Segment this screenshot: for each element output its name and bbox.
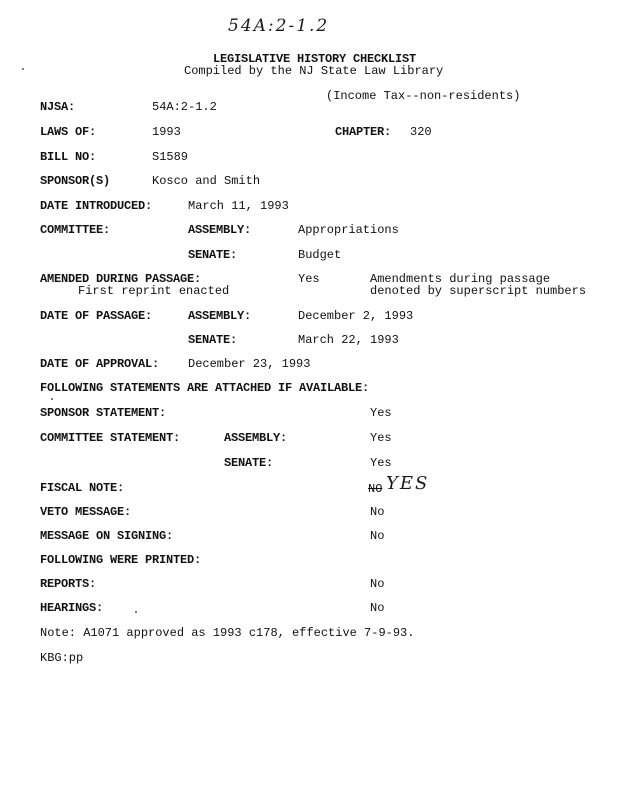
committee-label: COMMITTEE:: [40, 223, 111, 237]
chapter-value: 320: [410, 125, 432, 139]
date-of-approval-label: DATE OF APPROVAL:: [40, 357, 160, 371]
passage-senate-value: March 22, 1993: [298, 333, 399, 347]
message-on-signing-value: No: [370, 529, 385, 543]
hearings-value: No: [370, 601, 385, 615]
statement-assembly-value: Yes: [370, 431, 392, 445]
veto-message-label: VETO MESSAGE:: [40, 505, 132, 519]
laws-of-label: LAWS OF:: [40, 125, 97, 139]
following-attached-heading: FOLLOWING STATEMENTS ARE ATTACHED IF AVAILABLE:: [40, 381, 370, 395]
following-printed-heading: FOLLOWING WERE PRINTED:: [40, 553, 202, 567]
hearings-label: HEARINGS:: [40, 601, 104, 615]
date-introduced-value: March 11, 1993: [188, 199, 289, 213]
passage-assembly-label: ASSEMBLY:: [188, 309, 252, 323]
topic: (Income Tax--non-residents): [326, 89, 521, 103]
document-title: LEGISLATIVE HISTORY CHECKLIST: [213, 52, 417, 66]
reports-value: No: [370, 577, 385, 591]
date-of-approval-value: December 23, 1993: [188, 357, 311, 371]
committee-assembly-label: ASSEMBLY:: [188, 223, 252, 237]
committee-senate-value: Budget: [298, 248, 342, 262]
amended-sub: First reprint enacted: [78, 284, 230, 298]
bill-no-value: S1589: [152, 150, 189, 164]
scan-speck: [22, 68, 24, 70]
statement-assembly-label: ASSEMBLY:: [224, 431, 288, 445]
statement-senate-label: SENATE:: [224, 456, 274, 470]
date-of-passage-label: DATE OF PASSAGE:: [40, 309, 153, 323]
statement-senate-value: Yes: [370, 456, 392, 470]
handwritten-citation: 54A:2-1.2: [228, 16, 330, 36]
document-subtitle: Compiled by the NJ State Law Library: [184, 64, 444, 78]
sponsors-value: Kosco and Smith: [152, 174, 261, 188]
initials: KBG:pp: [40, 651, 84, 665]
scan-speck: [135, 611, 137, 613]
sponsor-statement-label: SPONSOR STATEMENT:: [40, 406, 167, 420]
passage-assembly-value: December 2, 1993: [298, 309, 414, 323]
njsa-label: NJSA:: [40, 100, 76, 114]
njsa-value: 54A:2-1.2: [152, 100, 217, 114]
committee-senate-label: SENATE:: [188, 248, 238, 262]
laws-of-value: 1993: [152, 125, 181, 139]
fiscal-note-handwritten: YES: [386, 473, 430, 494]
scan-speck: [51, 398, 53, 400]
message-on-signing-label: MESSAGE ON SIGNING:: [40, 529, 174, 543]
veto-message-value: No: [370, 505, 385, 519]
committee-statement-label: COMMITTEE STATEMENT:: [40, 431, 181, 445]
note-text: Note: A1071 approved as 1993 c178, effective 7-9-93.: [40, 626, 415, 640]
amended-label: AMENDED DURING PASSAGE:: [40, 272, 202, 286]
bill-no-label: BILL NO:: [40, 150, 97, 164]
fiscal-note-label: FISCAL NOTE:: [40, 481, 125, 495]
sponsors-label: SPONSOR(S): [40, 174, 111, 188]
amended-note-line1: Amendments during passage: [370, 272, 551, 286]
reports-label: REPORTS:: [40, 577, 97, 591]
fiscal-note-struck: NO: [368, 482, 383, 496]
chapter-label: CHAPTER:: [335, 125, 392, 139]
date-introduced-label: DATE INTRODUCED:: [40, 199, 153, 213]
committee-assembly-value: Appropriations: [298, 223, 399, 237]
passage-senate-label: SENATE:: [188, 333, 238, 347]
amended-note-line2: denoted by superscript numbers: [370, 284, 587, 298]
sponsor-statement-value: Yes: [370, 406, 392, 420]
amended-value: Yes: [298, 272, 320, 286]
